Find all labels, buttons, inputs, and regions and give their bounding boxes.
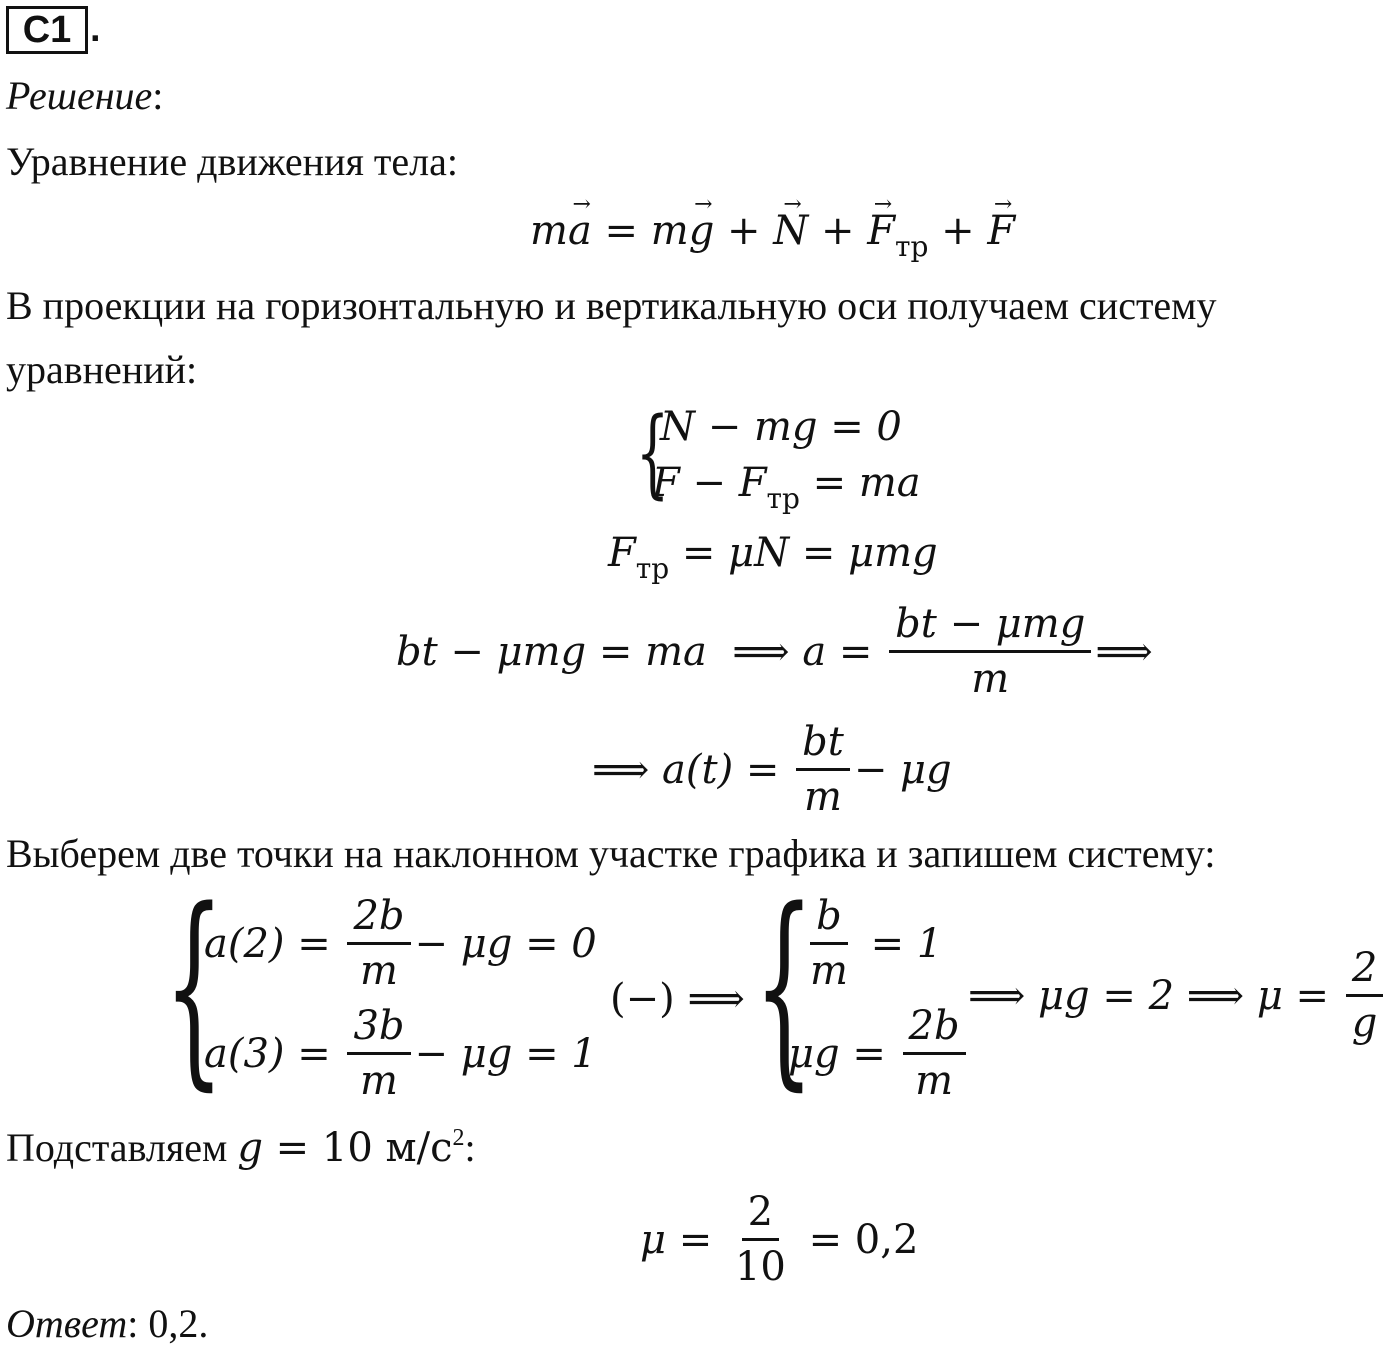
projection-text: В проекции на горизонтальную и вертикальную оси получаем систему — [6, 283, 1217, 328]
eqa-lhs: bt − μmg = ma ⟹ a = — [396, 628, 886, 675]
mu-result-den: g — [1351, 1000, 1378, 1046]
system-1-row-1: N − mg = 0 — [660, 404, 902, 450]
s3r2-den: m — [915, 1058, 954, 1104]
s2r1-num: 2b — [347, 890, 410, 945]
fric-F: F — [608, 530, 636, 576]
fric-rest: = μN = μmg — [669, 530, 938, 576]
solution-heading: Решение — [6, 73, 153, 118]
acceleration-function — [592, 716, 952, 823]
system-3-row-1 — [800, 890, 942, 997]
sys1-rest: = ma — [799, 460, 921, 506]
eq-sign: = — [591, 208, 651, 254]
substitute-text: Подставляем — [6, 1125, 238, 1170]
system-1-row-2 — [652, 460, 921, 515]
eq-plus: + — [928, 208, 988, 254]
equations-text: уравнений: — [6, 347, 198, 392]
eq-a-vec: → a — [568, 208, 592, 254]
s3r2-num: 2b — [903, 1000, 966, 1055]
final-num: 2 — [742, 1186, 779, 1241]
sys1-F-part: F − F — [652, 460, 767, 506]
eq-F2-vec: → F — [987, 208, 1015, 254]
substitute-value: = 10 м/с — [262, 1125, 453, 1171]
task-label: C1 — [6, 6, 88, 54]
s3r1-fraction — [804, 890, 854, 997]
eqa-den: m — [971, 656, 1010, 702]
at-lhs: ⟹ a(t) = — [592, 746, 793, 793]
s3r1-den: m — [810, 948, 848, 994]
at-den: m — [804, 774, 842, 820]
s2r1-rest: − μg = 0 — [414, 920, 597, 967]
substitute-g: g — [237, 1125, 263, 1171]
at-fraction — [796, 716, 850, 823]
at-tail: − μg — [853, 746, 952, 793]
s3r1-num: b — [810, 890, 848, 945]
task-label-dot: . — [90, 8, 101, 50]
substitute-line — [6, 1124, 476, 1178]
s2r1-fraction — [347, 890, 410, 997]
s2r1-lhs: a(2) = — [204, 920, 344, 967]
answer-value: : 0,2. — [127, 1301, 209, 1346]
system-3 — [754, 864, 980, 1110]
brace-icon: { — [164, 864, 225, 1109]
substitute-sup: 2 — [452, 1125, 465, 1151]
system-2-row-2 — [204, 1000, 597, 1107]
eq-m2: m — [650, 208, 689, 254]
s3r2-lhs: μg = — [788, 1030, 899, 1077]
s2r2-lhs: a(3) = — [204, 1030, 344, 1077]
system-2-row-1 — [204, 890, 597, 997]
mu-result-fraction — [1346, 942, 1384, 1049]
eqa-implies: ⟹ — [1095, 628, 1153, 675]
eqa-fraction — [889, 598, 1091, 705]
eq-g-vec: → g — [689, 208, 715, 254]
fric-sub: тр — [635, 552, 670, 585]
acceleration-equation — [396, 598, 1153, 705]
eq-N-vec: → N — [773, 208, 808, 254]
system-3-row-2 — [788, 1000, 970, 1107]
friction-equation — [608, 530, 938, 585]
s2r2-num: 3b — [347, 1000, 410, 1055]
eq-plus: + — [808, 208, 868, 254]
sys1-sub: тр — [766, 482, 800, 515]
final-lhs: μ = — [640, 1216, 725, 1263]
final-fraction — [729, 1186, 792, 1293]
final-den: 10 — [734, 1244, 786, 1290]
at-num: bt — [796, 716, 850, 771]
system-2 — [164, 864, 610, 1110]
substitute-colon: : — [464, 1125, 476, 1170]
s2r1-den: m — [360, 948, 398, 994]
s3r2-fraction — [903, 1000, 966, 1107]
final-rest: = 0,2 — [795, 1216, 919, 1263]
subtract-implies: (−) ⟹ — [610, 976, 745, 1022]
brace-icon: { — [635, 397, 670, 509]
s2r2-rest: − μg = 1 — [414, 1030, 597, 1077]
choose-points-text: Выберем две точки на наклонном участке графика и запишем систему: — [6, 831, 1216, 876]
solution-heading-line — [6, 72, 163, 120]
mu-result-text: ⟹ μg = 2 ⟹ μ = — [968, 972, 1342, 1019]
final-equation — [640, 1186, 918, 1293]
s3r1-rest: = 1 — [857, 920, 943, 967]
eqa-num: bt − μmg — [889, 598, 1091, 653]
eq-sub-tr: тр — [894, 230, 929, 263]
solution-colon: : — [152, 73, 164, 118]
answer-label: Ответ — [6, 1301, 128, 1346]
mu-result-num: 2 — [1346, 942, 1383, 997]
answer-line — [6, 1300, 208, 1348]
motion-equation-intro: Уравнение движения тела: — [6, 139, 458, 184]
eq-m: m — [530, 208, 568, 254]
mu-result — [968, 942, 1387, 1049]
eq-plus: + — [714, 208, 774, 254]
brace-icon: { — [754, 864, 815, 1109]
s2r2-fraction — [347, 1000, 410, 1107]
eq-F-vec: → F — [867, 208, 895, 254]
s2r2-den: m — [360, 1058, 398, 1104]
vector-motion-equation — [530, 208, 1016, 263]
